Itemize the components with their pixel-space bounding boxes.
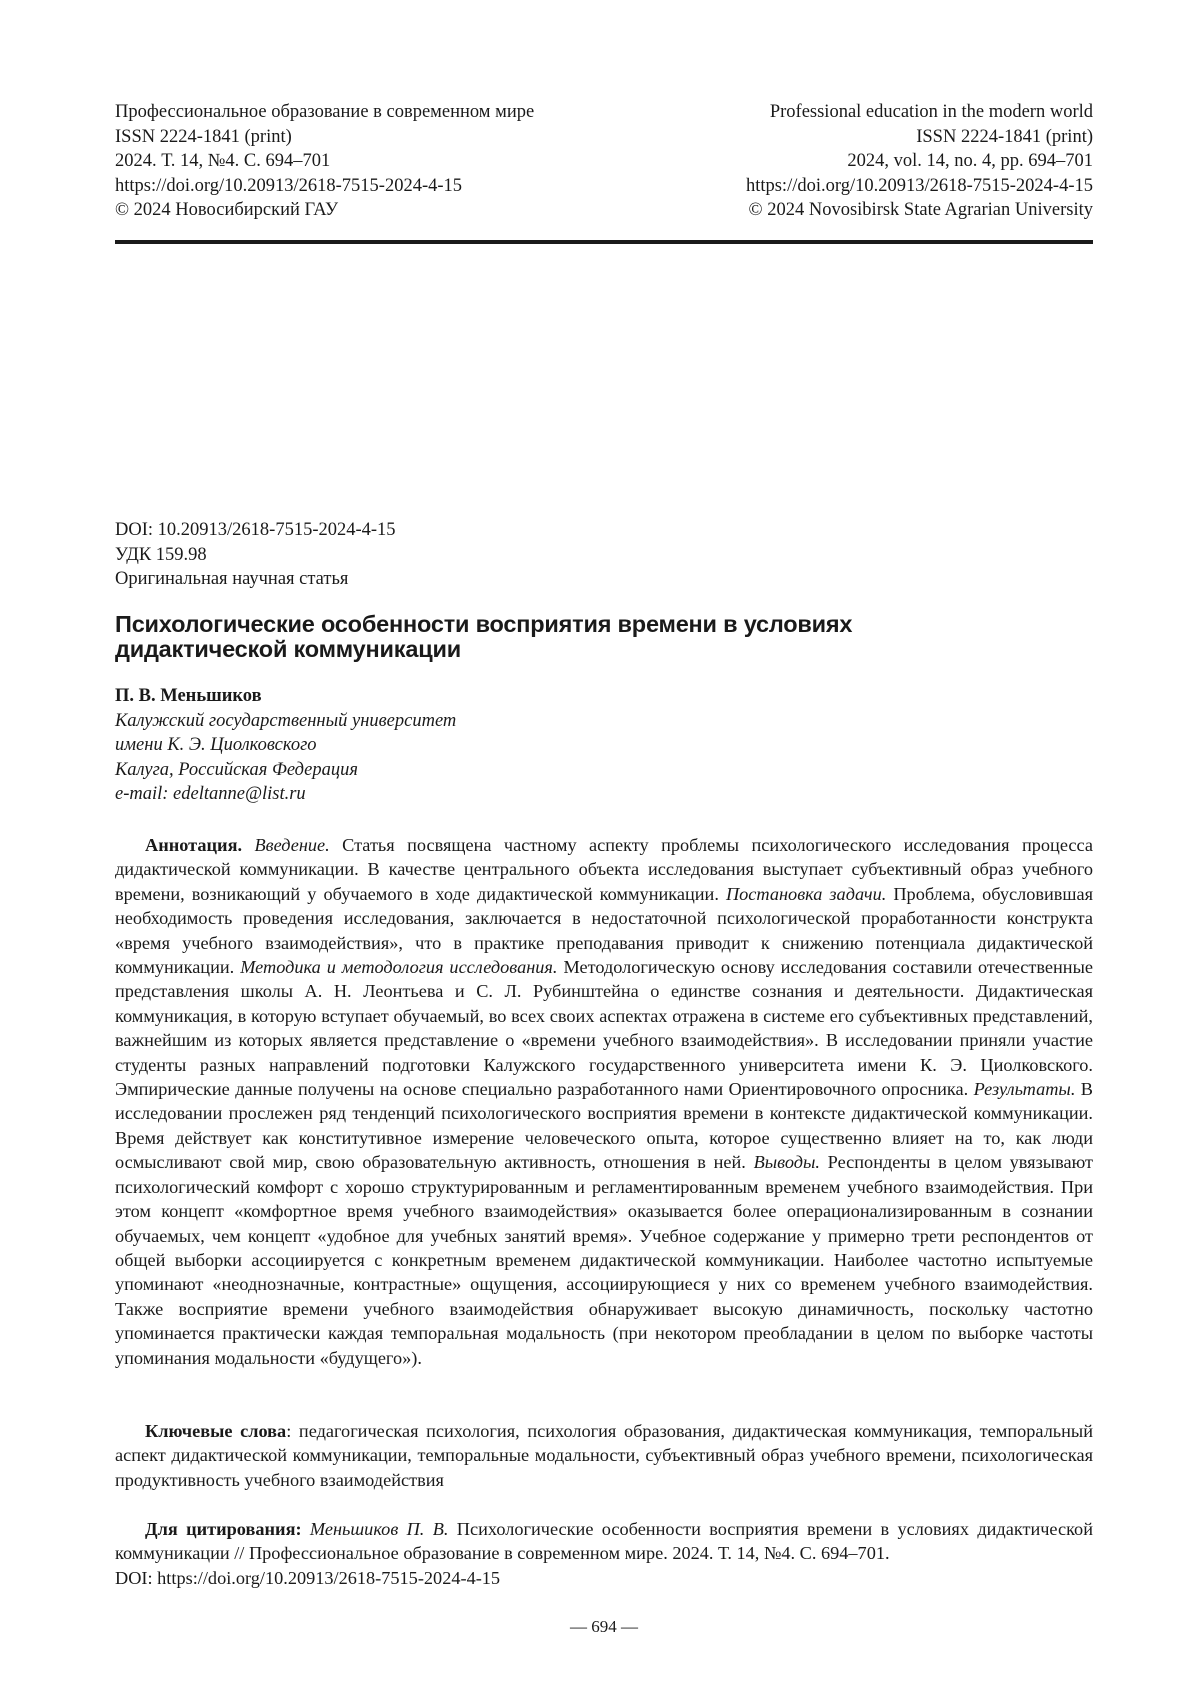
author-affiliation-1: Калужский государственный университет [115,709,456,734]
abstract-problem-label: Постановка задачи. [726,884,886,904]
abstract-intro-text: Статья посвящена частному аспекту проблемы психологического исследования процесса дидактической коммуникации. В качестве центрального объекта исследования выступает субъективный образ учебного времени, возникающий у обучаемого в ходе дидактической коммуникации. [115,835,1093,904]
citation-label: Для цитирования: [145,1519,302,1539]
author-name: П. В. Меньшиков [115,684,456,709]
issn-en: ISSN 2224-1841 (print) [746,125,1093,150]
abstract-method-text: Методологическую основу исследования составили отечественные представления школы А. Н. Леонтьева и С. Л. Рубинштейна о единстве сознания и деятельности. Дидактическая коммуникация, в которую вступает обучаемый, во всех своих аспектах отражена в системе его субъективных представлений, важнейшим из которых является представление о «времени учебного взаимодействия». В исследовании приняли участие студенты разных направлений подготовки Калужского государственного университета имени К. Э. Циолковского. Эмпирические данные получены на основе специально разработанного нами Ориентировочного опросника. [115,957,1093,1099]
article-title [115,612,1093,662]
abstract-problem-text: Проблема, обусловившая необходимость проведения исследования, заключается в недостаточной психологической проработанности конструкта «время учебного взаимодействия», что в практике преподавания приводит к снижению потенциала дидактической коммуникации. [115,884,1093,977]
article-page [115,0,1093,1697]
author-email[interactable]: e-mail: edeltanne@list.ru [115,782,456,807]
title-line-2: дидактической коммуникации [115,637,1093,662]
author-location: Калуга, Российская Федерация [115,758,456,783]
title-line-1: Психологические особенности восприятия времени в условиях [115,612,1093,637]
article-udk: УДК 159.98 [115,543,396,568]
article-meta [115,518,396,592]
page-number: — 694 — [115,1617,1093,1637]
citation-doi[interactable]: DOI: https://doi.org/10.20913/2618-7515-2024-4-15 [115,1566,1093,1590]
header-russian [115,100,534,223]
journal-title-ru: Профессиональное образование в современном мире [115,100,534,125]
abstract-intro-label: Введение. [254,835,329,855]
abstract-method-label: Методика и методология исследования. [240,957,557,977]
doi-link-ru[interactable]: https://doi.org/10.20913/2618-7515-2024-4-15 [115,174,534,199]
keywords [115,1419,1093,1492]
issue-en: 2024, vol. 14, no. 4, pp. 694–701 [746,149,1093,174]
abstract-conclusions-label: Выводы. [754,1152,820,1172]
citation [115,1517,1093,1590]
keywords-text: : педагогическая психология, психология образования, дидактическая коммуникация, темпоральный аспект дидактической коммуникации, темпоральные модальности, субъективный образ учебного времени, психологическая продуктивность учебного взаимодействия [115,1421,1093,1490]
header-divider [115,240,1093,244]
abstract [115,833,1093,1370]
author-block [115,684,456,807]
abstract-paragraph [115,833,1093,1370]
keywords-label: Ключевые слова [145,1421,286,1441]
doi-link-en[interactable]: https://doi.org/10.20913/2618-7515-2024-4-15 [746,174,1093,199]
citation-paragraph [115,1517,1093,1590]
keywords-paragraph [115,1419,1093,1492]
author-affiliation-2: имени К. Э. Циолковского [115,733,456,758]
abstract-conclusions-text: Респонденты в целом увязывают психологический комфорт с хорошо структурированным и регламентированным временем учебного взаимодействия. При этом концепт «комфортное время учебного взаимодействия» оказывается более операционализированным в сознании обучаемых, чем концепт «удобное для учебных занятий время». Учебное содержание у примерно трети респондентов от общей выборки ассоциируется с конкретным временем дидактической коммуникации. Наиболее частотно испытуемые упоминают «неоднозначные, контрастные» ощущения, ассоциирующиеся у них со временем учебного взаимодействия. Также восприятие времени учебного взаимодействия обнаруживает высокую динамичность, поскольку частотно упоминается практически каждая темпоральная модальность (при некотором преобладании в целом по выборке частоты упоминания модальности «будущего»). [115,1152,1093,1367]
header-english [746,100,1093,223]
copyright-en: © 2024 Novosibirsk State Agrarian University [746,198,1093,223]
copyright-ru: © 2024 Новосибирский ГАУ [115,198,534,223]
abstract-label: Аннотация. [145,835,242,855]
abstract-results-text: В исследовании прослежен ряд тенденций психологического восприятия времени в контексте дидактической коммуникации. Время действует как конститутивное измерение человеческого опыта, которое существенно влияет на то, как люди осмысливают свой мир, свою образовательную активность, отношения в ней. [115,1079,1093,1172]
issue-ru: 2024. Т. 14, №4. С. 694–701 [115,149,534,174]
citation-author: Меньшиков П. В. [310,1519,449,1539]
article-type: Оригинальная научная статья [115,567,396,592]
abstract-results-label: Результаты. [974,1079,1076,1099]
issn-ru: ISSN 2224-1841 (print) [115,125,534,150]
journal-title-en: Professional education in the modern world [746,100,1093,125]
article-doi: DOI: 10.20913/2618-7515-2024-4-15 [115,518,396,543]
citation-text: Психологические особенности восприятия времени в условиях дидактической коммуникации // Профессиональное образование в современном мире. 2024. Т. 14, №4. С. 694–701. [115,1519,1093,1563]
